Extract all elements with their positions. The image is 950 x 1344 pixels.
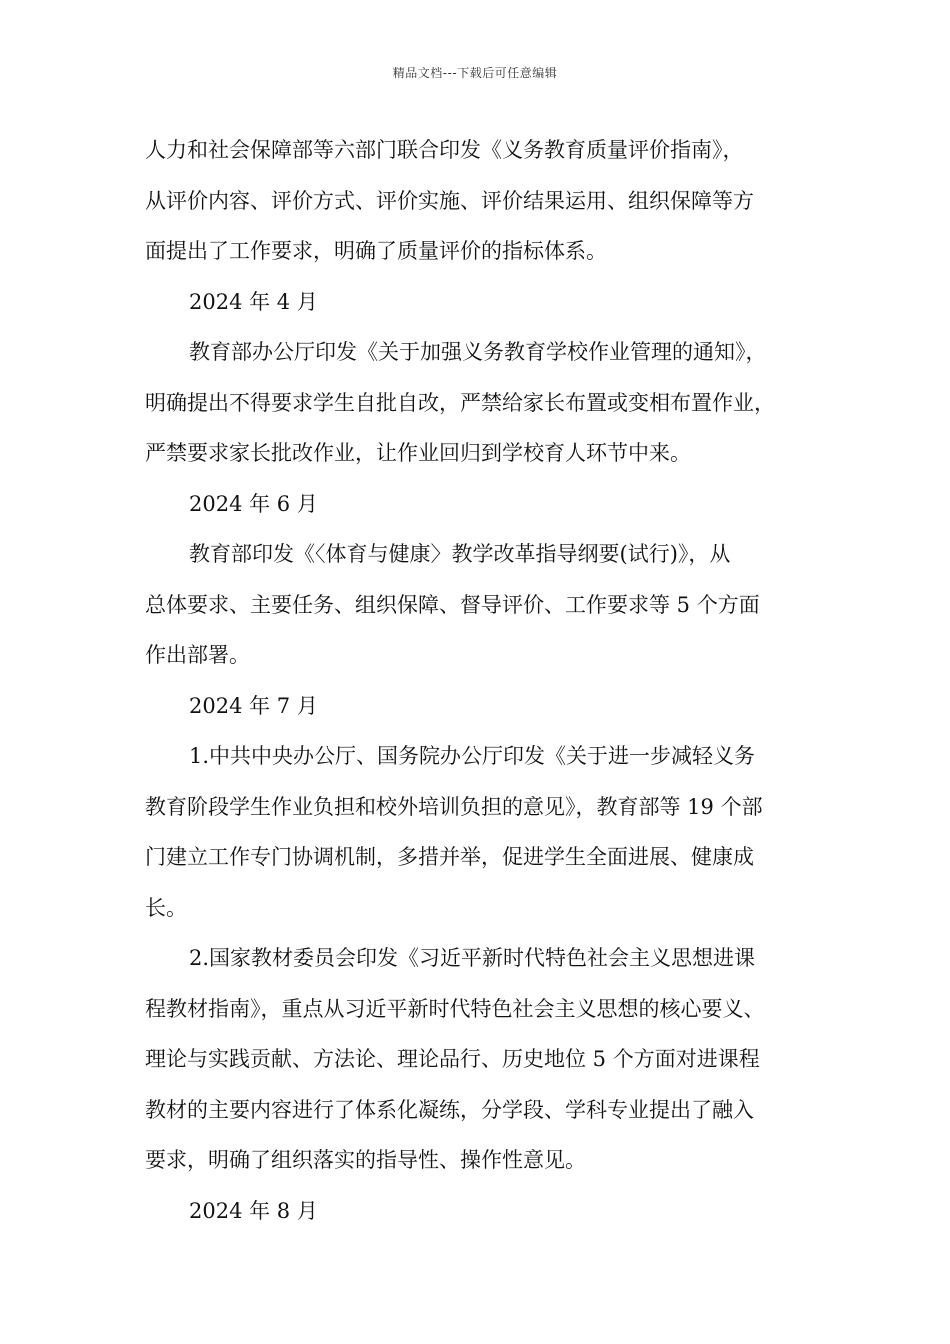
- text-line: 2.国家教材委员会印发《习近平新时代特色社会主义思想进课: [189, 946, 756, 970]
- date-heading: 2024 年 7 月: [189, 693, 318, 718]
- date-heading: 2024 年 6 月: [189, 491, 318, 516]
- text-line: 作出部署。: [145, 643, 250, 667]
- text-line: 总体要求、主要任务、组织保障、督导评价、工作要求等 5 个方面: [145, 592, 760, 617]
- date-heading: 2024 年 8 月: [189, 1198, 318, 1223]
- text-line: 面提出了工作要求，明确了质量评价的指标体系。: [145, 239, 607, 263]
- document-body: [145, 125, 813, 1236]
- text-line: 人力和社会保障部等六部门联合印发《义务教育质量评价指南》，: [145, 138, 744, 162]
- text-line: 理论与实践贡献、方法论、理论品行、历史地位 5 个方面对进课程: [145, 1047, 760, 1071]
- text-line: 从评价内容、评价方式、评价实施、评价结果运用、组织保障等方: [145, 188, 754, 213]
- page-header: 精品文档---下载后可任意编辑: [392, 66, 558, 80]
- text-line: 教育部办公厅印发《关于加强义务教育学校作业管理的通知》，: [189, 340, 767, 364]
- text-line: 严禁要求家长批改作业，让作业回归到学校育人环节中来。: [145, 441, 691, 465]
- text-line: 教育部印发《〈体育与健康〉教学改革指导纲要(试行)》，从: [189, 542, 731, 566]
- date-heading: 2024 年 4 月: [189, 289, 318, 314]
- text-line: 程教材指南》，重点从习近平新时代特色社会主义思想的核心要义、: [145, 996, 765, 1021]
- text-line: 教育阶段学生作业负担和校外培训负担的意见》，教育部等 19 个部: [145, 794, 763, 819]
- text-line: 教材的主要内容进行了体系化凝练，分学段、学科专业提出了融入: [145, 1097, 754, 1122]
- text-line: 1.中共中央办公厅、国务院办公厅印发《关于进一步减轻义务: [189, 744, 756, 768]
- text-line: 门建立工作专门协调机制，多措并举，促进学生全面进展、健康成: [145, 845, 754, 869]
- text-line: 要求，明确了组织落实的指导性、操作性意见。: [145, 1148, 586, 1172]
- text-line: 明确提出不得要求学生自批自改，严禁给家长布置或变相布置作业，: [145, 390, 775, 415]
- text-line: 长。: [145, 895, 187, 920]
